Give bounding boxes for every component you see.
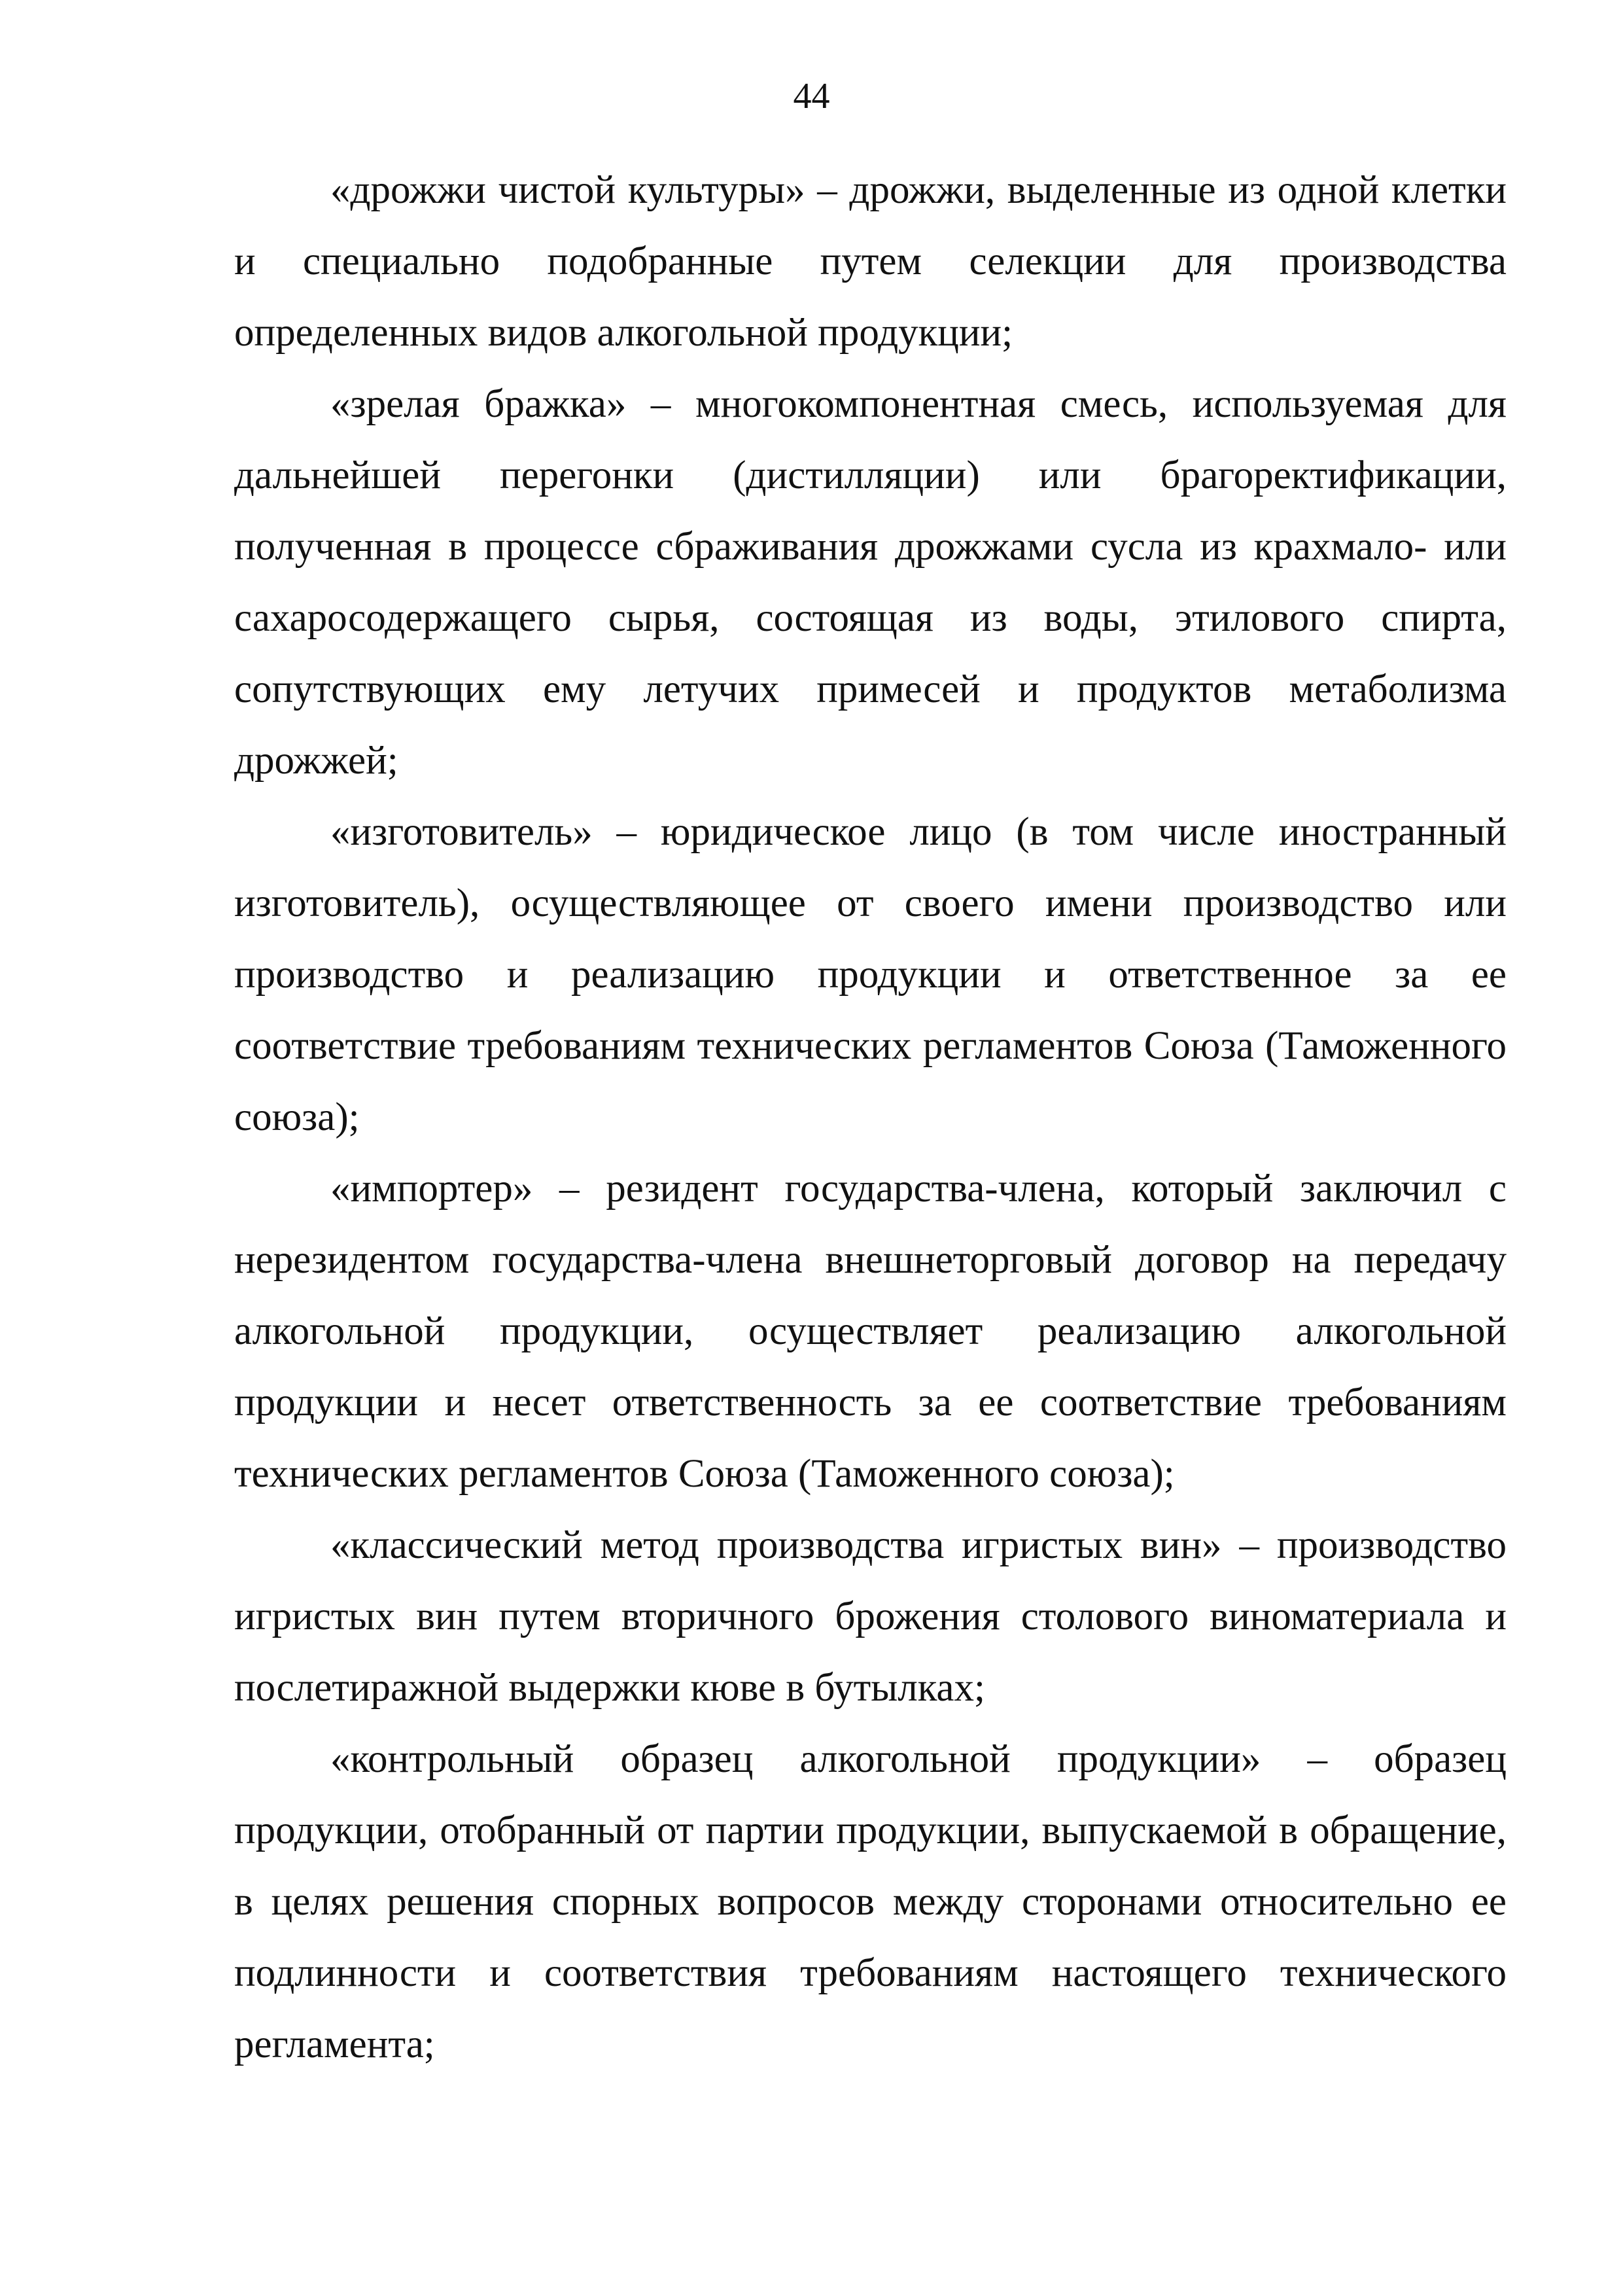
document-body bbox=[234, 154, 1507, 2080]
definition-paragraph: «дрожжи чистой культуры» – дрожжи, выделенные из одной клетки и специально подобранные путем селекции для производства определенных видов алкогольной продукции; bbox=[234, 168, 1507, 355]
definition-paragraph: «изготовитель» – юридическое лицо (в том числе иностранный изготовитель), осуществляющее от своего имени производство или производство и реализацию продукции и ответственное за ее соответствие требованиям технических регламентов Союза (Таможенного союза); bbox=[234, 810, 1507, 1139]
definition-paragraph: «классический метод производства игристых вин» – производство игристых вин путем вторичного брожения столового виноматериала и послетиражной выдержки кюве в бутылках; bbox=[234, 1523, 1507, 1710]
definition-paragraph: «импортер» – резидент государства-члена, который заключил с нерезидентом государства-члена внешнеторговый договор на передачу алкогольной продукции, осуществляет реализацию алкогольной продукции и несет ответственность за ее соответствие требованиям технических регламентов Союза (Таможенного союза); bbox=[234, 1167, 1507, 1496]
definition-paragraph: «контрольный образец алкогольной продукции» – образец продукции, отобранный от партии продукции, выпускаемой в обращение, в целях решения спорных вопросов между сторонами относительно ее подлинности и соответствия требованиям настоящего технического регламента; bbox=[234, 1737, 1507, 2066]
page-number: 44 bbox=[793, 76, 830, 116]
definition-paragraph: «зрелая бражка» – многокомпонентная смесь, используемая для дальнейшей перегонки (дистилляции) или брагоректификации, полученная в процессе сбраживания дрожжами сусла из крахмало- или сахаросодержащего сырья, состоящая из воды, этилового спирта, сопутствующих ему летучих примесей и продуктов метаболизма дрожжей; bbox=[234, 382, 1507, 783]
